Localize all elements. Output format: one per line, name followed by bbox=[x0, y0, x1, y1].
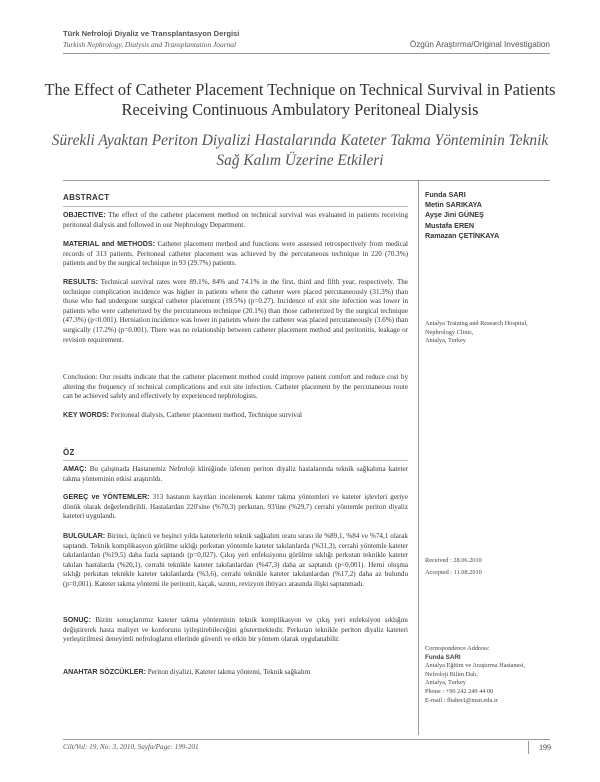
correspondence-line: Antalya, Turkey bbox=[425, 679, 466, 687]
keywords-label: KEY WORDS: bbox=[63, 411, 109, 419]
correspondence-email: E-mail : fhaheci@msn.edu.tr bbox=[425, 696, 498, 704]
anahtar-text: Periton diyalizi, Kateter takma yöntemi, Teknik sağkalım bbox=[147, 668, 311, 676]
article-dates bbox=[425, 557, 555, 577]
correspondence-label: Correspondence Address: bbox=[425, 645, 490, 652]
keywords-text: Peritoneal dialysis, Catheter placement method, Technique survival bbox=[110, 411, 303, 419]
methods-text: Catheter placement method and functions were assessed retrospectively from medical records of 313 patients. Peritoneal catheter placement was achieved by the percutaneous technique in 220 (70.3%) patients and by the surgical technique in 93 (29.7%) patients. bbox=[63, 240, 408, 268]
correspondence-line: Antalya Eğitim ve Araştırma Hastanesi, bbox=[425, 662, 526, 670]
oz-amac bbox=[63, 465, 408, 484]
abstract-conclusion bbox=[63, 373, 408, 402]
oz-heading: ÖZ bbox=[63, 448, 75, 457]
conclusion-label: Conclusion: bbox=[63, 373, 98, 381]
journal-title-tr: Türk Nefroloji Diyaliz ve Transplantasyon Dergisi bbox=[63, 29, 240, 38]
methods-label: MATERIAL and METHODS: bbox=[63, 240, 155, 248]
affiliation bbox=[425, 320, 555, 346]
abstract-heading: ABSTRACT bbox=[63, 193, 110, 202]
sonuc-label: SONUÇ: bbox=[63, 616, 91, 624]
author-name: Metin SARIKAYA bbox=[425, 200, 482, 210]
page-number: 199 bbox=[528, 741, 551, 754]
title-turkish: Sürekli Ayaktan Periton Diyalizi Hastalarında Kateter Takma Yönteminin Teknik Sağ Kalım Üzerine Etkileri bbox=[51, 132, 549, 169]
abstract-keywords bbox=[63, 411, 408, 421]
affiliation-line: Antalya, Turkey bbox=[425, 337, 466, 345]
results-label: RESULTS: bbox=[63, 278, 98, 286]
abstract-objective bbox=[63, 211, 408, 230]
results-text: Technical survival rates were 89.1%, 84% and 74.1% in the first, third and fifth year, respectively. The technique complication incidence was higher in patients where the catheter were placed percutaneously (31.3%) than those who had undergone surgical catheter placement (19.5%) (p=0.27). Incidence of exit site infection was lower in patients who were catheterized by the percutaneous technique (20.1%) than those catheterized by the surgical technique (47.3%) (p<0.001). Herniation incidence was lower in patients where the catheter was placed percutaneously (3.6%) than surgically (17.2%) (p=0.001). There was no relationship between catheter placement method and peritonitis, leakage or revision requirement. bbox=[63, 278, 408, 344]
gerec-label: GEREÇ ve YÖNTEMLER: bbox=[63, 493, 150, 501]
affiliation-line: Antalya Training and Research Hospital, bbox=[425, 320, 528, 327]
oz-sonuc bbox=[63, 616, 408, 645]
citation-footer: Cilt/Vol: 19, No: 3, 2010, Sayfa/Page: 199-201 bbox=[63, 743, 199, 751]
oz-heading-rule bbox=[63, 460, 408, 461]
bulgular-label: BULGULAR: bbox=[63, 532, 106, 540]
oz-gerec bbox=[63, 493, 408, 522]
abstract-results bbox=[63, 278, 408, 345]
correspondence-phone: Phone : +90 242 249 44 00 bbox=[425, 687, 494, 695]
amac-text: Bu çalışmada Hastanemiz Nefroloji kliniğinde izlenen periton diyaliz hastalarında teknik sağkalıma kateter takma yönteminin etkisi araştırıldı. bbox=[63, 465, 408, 483]
journal-title-en: Turkish Nephrology, Dialysis and Transplantation Journal bbox=[63, 40, 237, 49]
author-name: Ramazan ÇETİNKAYA bbox=[425, 230, 500, 240]
received-date: Received : 28.06.2010 bbox=[425, 557, 482, 564]
oz-anahtar bbox=[63, 668, 408, 678]
author-list bbox=[425, 190, 555, 241]
abstract-section bbox=[63, 193, 408, 203]
correspondence bbox=[425, 645, 555, 705]
conclusion-text: Our results indicate that the catheter placement method could improve patient comfort and reduce cost by altering the frequency of technical complications and exit site infection. Catheter placement by the percutaneous route can be achieved safely and effectively by experienced nephrologists. bbox=[63, 373, 408, 401]
correspondence-name: Funda SARI bbox=[425, 653, 461, 661]
footer-divider bbox=[63, 739, 550, 740]
oz-section bbox=[63, 448, 408, 458]
correspondence-line: Nefroloji Bilim Dalı, bbox=[425, 670, 478, 678]
anahtar-label: ANAHTAR SÖZCÜKLER: bbox=[63, 668, 147, 676]
affiliation-line: Nephrology Clinic, bbox=[425, 328, 474, 336]
objective-text: The effect of the catheter placement method on technical survival was evaluated in patients receiving peritoneal dialysis and followed in our Nephrology Department. bbox=[63, 211, 408, 229]
column-divider bbox=[418, 180, 419, 735]
accepted-date: Accepted : 11.08.2010 bbox=[425, 568, 482, 576]
gerec-text: 313 hastanın kayıtları incelenerek kateter takma yöntemleri ve kateter işlevleri geriye dönük olarak değerlendirildi. Hastalardan 220'sine (%70,3) perkutan, 93'üne (%29,7) cerrahi yöntemle periton diyaliz kateteri uygulandı. bbox=[63, 493, 409, 521]
author-name: Funda SARI bbox=[425, 190, 466, 199]
oz-bulgular bbox=[63, 532, 408, 590]
header-divider bbox=[63, 53, 550, 54]
bulgular-text: Birinci, üçüncü ve beşinci yılda kateterlerin teknik sağkalım oranı sırası ile %89,1, %84 ve %74,1 olarak saptandı. Teknik komplikasyon görülme sıklığı perkutan yöntemle kateter takılanlarda (%31,3), cerrahi yöntemle kateter takılanlardan (%19,5) daha fazla saptandı (p=0,027). Çıkış yeri enfeksiyonu görülme sıklığı perkutan teknikle kateter takılan hastalarda (%20,1), cerrahi teknikle kateter takılanlardan (%47,3) daha az saptandı (p<0,001). Herni oluşma sıklığı perkutan teknikle kateter takılanlarda (%3,6), cerrahi teknikle kateter takılanlardan (%17,2) daha az bulundu (p=0,001). Kateter takma yöntemi ile peritonit, kaçak, sızıntı, revizyon ihtiyacı arasında ilişki saptanmadı. bbox=[63, 532, 409, 588]
title-divider bbox=[63, 180, 550, 181]
amac-label: AMAÇ: bbox=[63, 465, 87, 473]
abstract-methods bbox=[63, 240, 408, 269]
abstract-heading-rule bbox=[63, 206, 408, 207]
author-name: Mustafa EREN bbox=[425, 220, 475, 230]
objective-label: OBJECTIVE: bbox=[63, 211, 106, 219]
sonuc-text: Bizim sonuçlarımız kateter takma yönteminin teknik komplikasyon ve çıkış yeri enfeksiyon sıklığını değiştirerek hasta maliyet ve konforunu iyileştirebileceğini göstermektedir. Perkutan teknikle periton diyaliz kateteri yerleştirilmesi deneyimli nefrologların ellerinde güvenli ve etkin bir yöntem olarak uygulanabilir. bbox=[63, 616, 408, 644]
author-name: Ayşe Jini GÜNEŞ bbox=[425, 210, 484, 220]
article-type: Özgün Araştırma/Original Investigation bbox=[409, 40, 550, 49]
title-english: The Effect of Catheter Placement Technique on Technical Survival in Patients Receiving Continuous Ambulatory Peritoneal Dialysis bbox=[44, 80, 556, 119]
